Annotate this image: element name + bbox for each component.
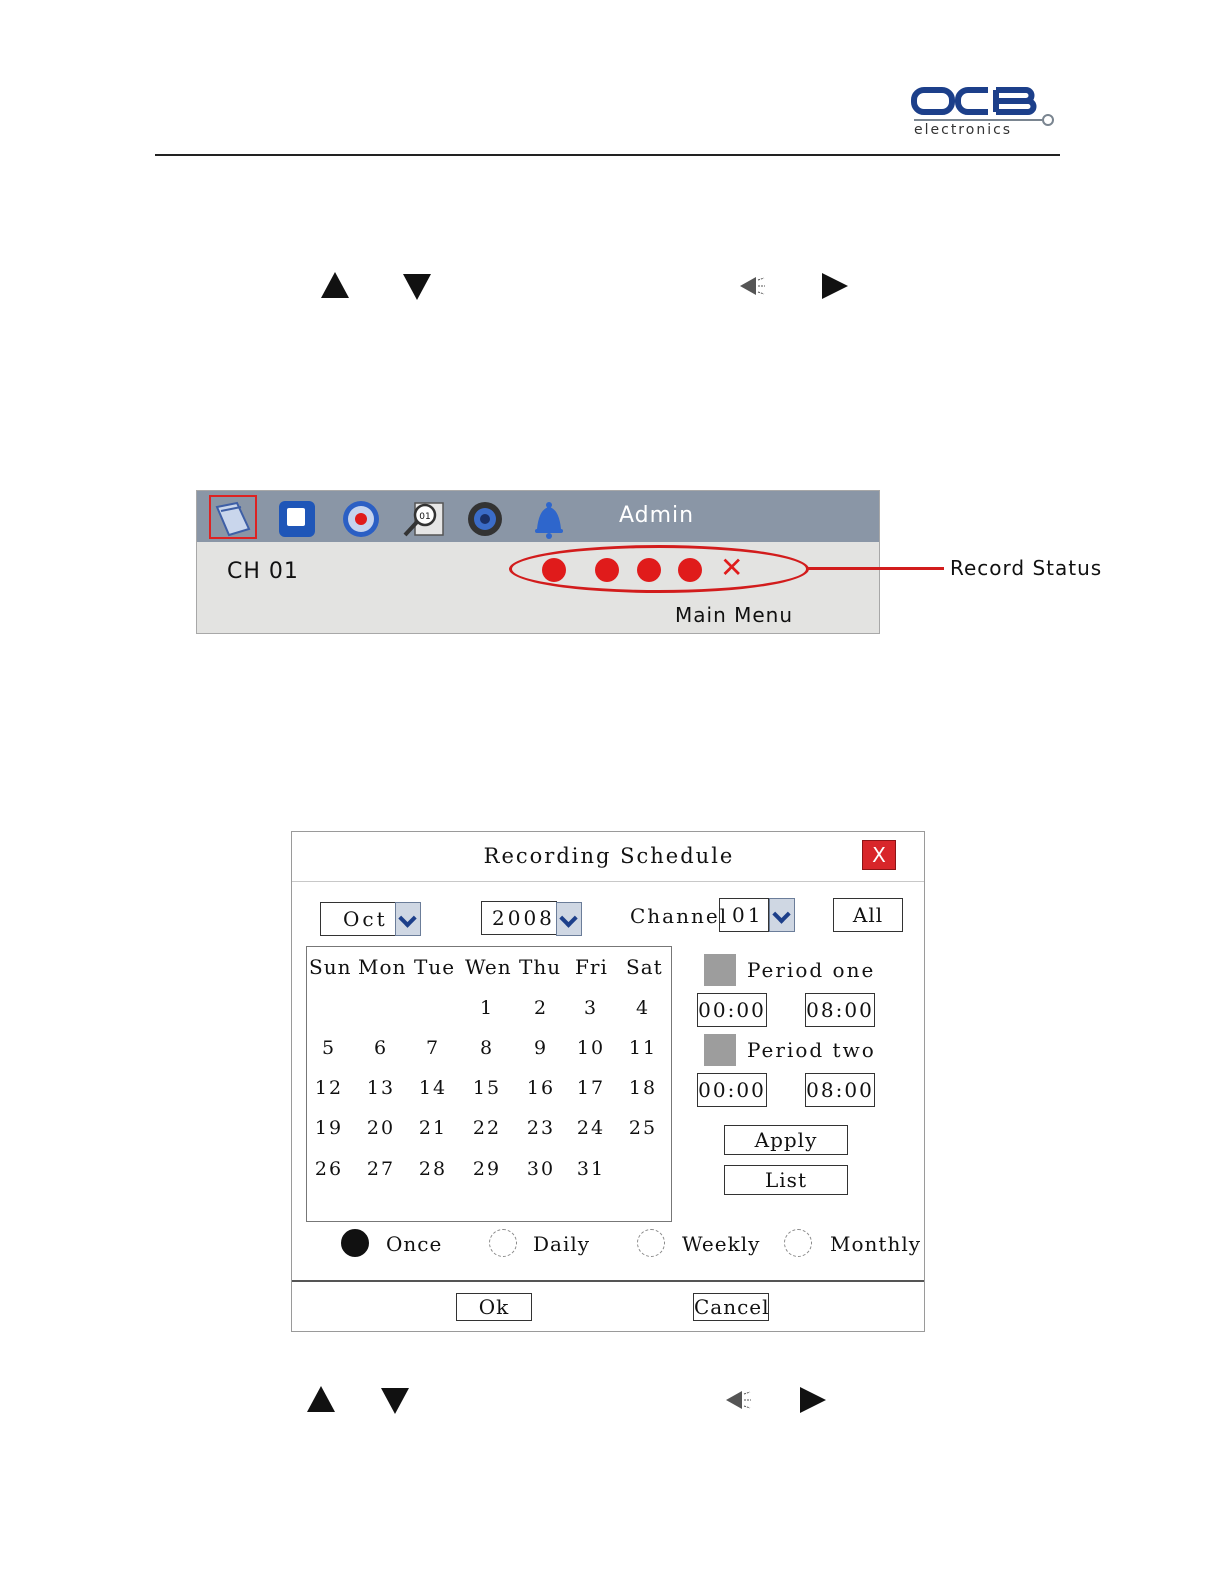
left-arrow-icon xyxy=(726,1389,752,1411)
weekday-header: Tue xyxy=(414,955,456,979)
record-status-dot xyxy=(542,558,566,582)
ok-button[interactable]: Ok xyxy=(456,1293,532,1321)
period-one-start-input[interactable]: 00:00 xyxy=(697,993,767,1027)
down-arrow-icon xyxy=(381,1388,409,1414)
stop-icon[interactable] xyxy=(275,499,319,539)
monthly-label: Monthly xyxy=(830,1232,922,1256)
calendar-day[interactable]: 18 xyxy=(628,1077,658,1099)
settings-icon[interactable] xyxy=(463,499,507,539)
user-name: Admin xyxy=(619,503,695,528)
up-arrow-icon xyxy=(307,1386,335,1412)
calendar-day[interactable]: 25 xyxy=(628,1117,658,1139)
calendar-day[interactable]: 23 xyxy=(526,1117,556,1139)
calendar-day[interactable]: 4 xyxy=(635,997,651,1019)
calendar-day[interactable]: 2 xyxy=(533,997,549,1019)
daily-label: Daily xyxy=(533,1232,591,1256)
calendar-day[interactable]: 8 xyxy=(479,1037,495,1059)
all-channels-button[interactable]: All xyxy=(833,898,903,932)
year-select[interactable]: 2008 xyxy=(481,901,557,935)
dialog-title: Recording Schedule xyxy=(483,844,735,868)
period-two-checkbox[interactable] xyxy=(704,1034,736,1066)
calendar-day[interactable]: 14 xyxy=(418,1077,448,1099)
svg-text:01: 01 xyxy=(419,512,431,522)
calendar-day[interactable]: 12 xyxy=(314,1077,344,1099)
record-status-leader-line xyxy=(808,567,944,570)
weekday-header: Fri xyxy=(575,955,608,979)
weekday-header: Thu xyxy=(519,955,562,979)
recording-schedule-dialog xyxy=(291,831,925,1332)
weekly-radio[interactable] xyxy=(637,1229,665,1257)
record-status-dot xyxy=(595,558,619,582)
calendar-day[interactable]: 31 xyxy=(576,1158,606,1180)
weekday-header: Sun xyxy=(309,955,352,979)
down-arrow-icon xyxy=(403,274,431,300)
calendar-day[interactable]: 11 xyxy=(628,1037,658,1059)
weekly-label: Weekly xyxy=(682,1232,761,1256)
logo-tagline: electronics xyxy=(914,122,1013,138)
weekday-header: Wen xyxy=(465,955,512,979)
record-status-dot xyxy=(637,558,661,582)
calendar-day[interactable]: 1 xyxy=(479,997,495,1019)
once-radio[interactable] xyxy=(341,1229,369,1257)
calendar-day[interactable]: 22 xyxy=(472,1117,502,1139)
period-two-label: Period two xyxy=(747,1038,876,1062)
apply-button[interactable]: Apply xyxy=(724,1125,848,1155)
cancel-button[interactable]: Cancel xyxy=(694,1295,770,1319)
record-icon[interactable] xyxy=(339,499,383,539)
calendar-day[interactable]: 17 xyxy=(576,1077,606,1099)
channel-label: CH 01 xyxy=(227,559,299,584)
main-menu-bar xyxy=(196,490,880,634)
header-rule xyxy=(155,154,1060,156)
calendar-day[interactable]: 29 xyxy=(472,1158,502,1180)
daily-radio[interactable] xyxy=(489,1229,517,1257)
channel-field-label: Channel xyxy=(630,904,729,928)
right-arrow-icon xyxy=(822,273,848,299)
weekday-header: Mon xyxy=(358,955,407,979)
menu-caption: Main Menu xyxy=(675,603,794,627)
calendar-day[interactable]: 16 xyxy=(526,1077,556,1099)
list-button[interactable]: List xyxy=(724,1165,848,1195)
ocb-logo xyxy=(910,86,1060,142)
calendar-day[interactable]: 30 xyxy=(526,1158,556,1180)
calendar-day[interactable]: 6 xyxy=(373,1037,389,1059)
calendar-day[interactable]: 28 xyxy=(418,1158,448,1180)
right-arrow-icon xyxy=(800,1387,826,1413)
calendar-day[interactable]: 26 xyxy=(314,1158,344,1180)
monthly-radio[interactable] xyxy=(784,1229,812,1257)
once-label: Once xyxy=(386,1232,443,1256)
alarm-icon[interactable] xyxy=(527,499,571,539)
record-status-label: Record Status xyxy=(950,556,1103,580)
chevron-down-icon[interactable] xyxy=(556,902,582,936)
calendar-day[interactable]: 20 xyxy=(366,1117,396,1139)
chevron-down-icon[interactable] xyxy=(769,898,795,932)
weekday-header: Sat xyxy=(626,955,663,979)
chevron-down-icon[interactable] xyxy=(395,902,421,936)
period-one-checkbox[interactable] xyxy=(704,954,736,986)
calendar-day[interactable]: 19 xyxy=(314,1117,344,1139)
month-select[interactable]: Oct xyxy=(320,902,396,936)
left-arrow-icon xyxy=(740,275,766,297)
calendar-grid xyxy=(306,946,672,1222)
period-one-label: Period one xyxy=(747,958,876,982)
period-two-end-input[interactable]: 08:00 xyxy=(805,1073,875,1107)
channel-select[interactable]: 01 xyxy=(719,898,769,932)
calendar-day[interactable]: 7 xyxy=(425,1037,441,1059)
up-arrow-icon xyxy=(321,272,349,298)
footer-divider xyxy=(292,1280,924,1282)
calendar-day[interactable]: 3 xyxy=(583,997,599,1019)
title-divider xyxy=(292,881,924,882)
calendar-day[interactable]: 5 xyxy=(321,1037,337,1059)
calendar-day[interactable]: 15 xyxy=(472,1077,502,1099)
folder-icon[interactable] xyxy=(211,499,255,539)
calendar-day[interactable]: 13 xyxy=(366,1077,396,1099)
search-icon[interactable] xyxy=(401,499,445,539)
calendar-day[interactable]: 27 xyxy=(366,1158,396,1180)
record-status-off-icon: ✕ xyxy=(720,551,744,584)
period-two-start-input[interactable]: 00:00 xyxy=(697,1073,767,1107)
calendar-day[interactable]: 9 xyxy=(533,1037,549,1059)
period-one-end-input[interactable]: 08:00 xyxy=(805,993,875,1027)
record-status-dot xyxy=(678,558,702,582)
calendar-day[interactable]: 24 xyxy=(576,1117,606,1139)
calendar-day[interactable]: 10 xyxy=(576,1037,606,1059)
close-button[interactable]: X xyxy=(862,840,896,870)
calendar-day[interactable]: 21 xyxy=(418,1117,448,1139)
